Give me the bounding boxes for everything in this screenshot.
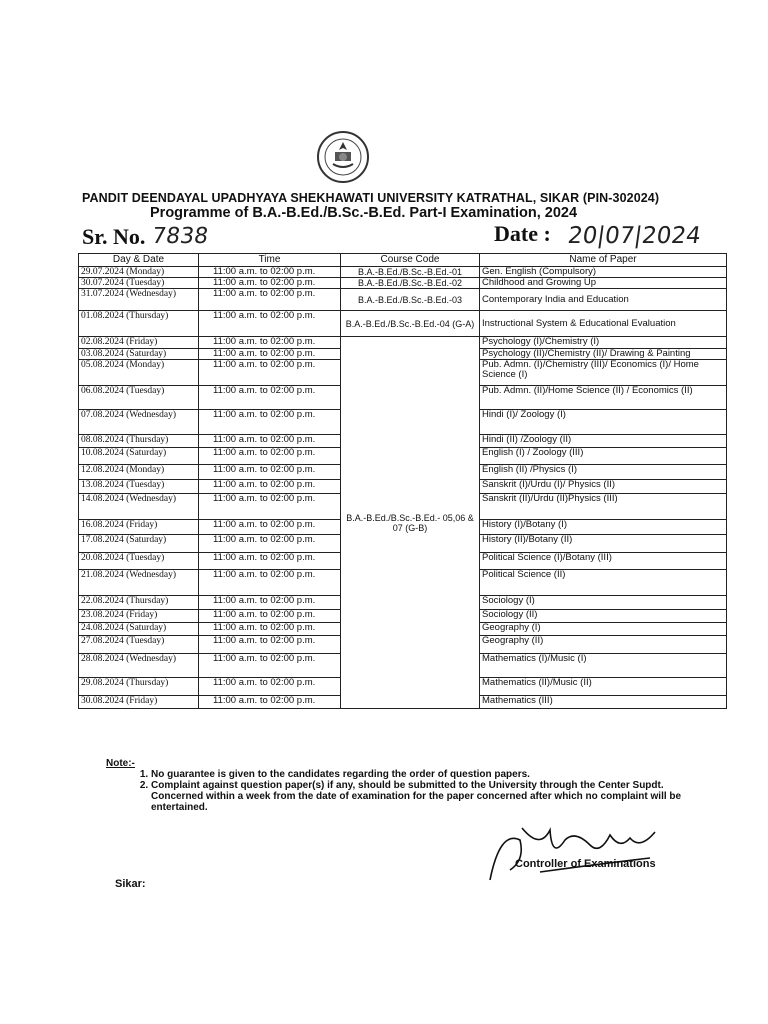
exam-time: 11:00 a.m. to 02:00 p.m.: [199, 610, 341, 623]
paper-name: Hindi (II) /Zoology (II): [480, 435, 727, 448]
table-row: [79, 267, 727, 278]
paper-name: Sociology (II): [480, 610, 727, 623]
paper-name: Mathematics (I)/Music (I): [480, 654, 727, 678]
table-row: [79, 337, 727, 349]
exam-date: 01.08.2024 (Thursday): [79, 311, 199, 337]
paper-name: English (II) /Physics (I): [480, 465, 727, 480]
exam-date: 29.08.2024 (Thursday): [79, 678, 199, 696]
programme-title: Programme of B.A.-B.Ed./B.Sc.-B.Ed. Part-I Examination, 2024: [150, 205, 578, 221]
exam-time: 11:00 a.m. to 02:00 p.m.: [199, 535, 341, 553]
table-row: [79, 311, 727, 337]
exam-date: 16.08.2024 (Friday): [79, 520, 199, 535]
exam-time: 11:00 a.m. to 02:00 p.m.: [199, 494, 341, 520]
course-code: B.A.-B.Ed./B.Sc.-B.Ed.-03: [341, 289, 480, 311]
paper-name: Contemporary India and Education: [480, 289, 727, 311]
table-header-row: [79, 254, 727, 267]
paper-name: Sanskrit (I)/Urdu (I)/ Physics (II): [480, 480, 727, 494]
exam-date: 30.08.2024 (Friday): [79, 696, 199, 709]
exam-time: 11:00 a.m. to 02:00 p.m.: [199, 410, 341, 435]
paper-name: Hindi (I)/ Zoology (I): [480, 410, 727, 435]
paper-name: Sanskrit (II)/Urdu (II)Physics (III): [480, 494, 727, 520]
paper-name: Psychology (II)/Chemistry (II)/ Drawing & Painting: [480, 349, 727, 360]
signature-icon: [480, 810, 680, 890]
exam-time: 11:00 a.m. to 02:00 p.m.: [199, 435, 341, 448]
exam-date: 02.08.2024 (Friday): [79, 337, 199, 349]
exam-time: 11:00 a.m. to 02:00 p.m.: [199, 267, 341, 278]
paper-name: Mathematics (III): [480, 696, 727, 709]
paper-name: Instructional System & Educational Evaluation: [480, 311, 727, 337]
university-seal-icon: [316, 130, 370, 184]
exam-date: 06.08.2024 (Tuesday): [79, 386, 199, 410]
exam-time: 11:00 a.m. to 02:00 p.m.: [199, 337, 341, 349]
exam-time: 11:00 a.m. to 02:00 p.m.: [199, 623, 341, 636]
exam-date: 23.08.2024 (Friday): [79, 610, 199, 623]
paper-name: Sociology (I): [480, 596, 727, 610]
paper-name: History (I)/Botany (I): [480, 520, 727, 535]
paper-name: History (II)/Botany (II): [480, 535, 727, 553]
exam-time: 11:00 a.m. to 02:00 p.m.: [199, 553, 341, 570]
paper-name: Political Science (II): [480, 570, 727, 596]
exam-date: 12.08.2024 (Monday): [79, 465, 199, 480]
exam-date: 28.08.2024 (Wednesday): [79, 654, 199, 678]
paper-name: Mathematics (II)/Music (II): [480, 678, 727, 696]
exam-date: 30.07.2024 (Tuesday): [79, 278, 199, 289]
table-row: [79, 289, 727, 311]
exam-date: 29.07.2024 (Monday): [79, 267, 199, 278]
exam-date: 20.08.2024 (Tuesday): [79, 553, 199, 570]
exam-time: 11:00 a.m. to 02:00 p.m.: [199, 311, 341, 337]
exam-date: 13.08.2024 (Tuesday): [79, 480, 199, 494]
exam-time: 11:00 a.m. to 02:00 p.m.: [199, 360, 341, 386]
paper-name: Pub. Admn. (I)/Chemistry (III)/ Economics (I)/ Home Science (I): [480, 360, 727, 386]
exam-time: 11:00 a.m. to 02:00 p.m.: [199, 278, 341, 289]
header-day-date: Day & Date: [79, 254, 199, 267]
exam-time: 11:00 a.m. to 02:00 p.m.: [199, 520, 341, 535]
paper-name: Gen. English (Compulsory): [480, 267, 727, 278]
exam-time: 11:00 a.m. to 02:00 p.m.: [199, 289, 341, 311]
course-code: B.A.-B.Ed./B.Sc.-B.Ed.-01: [341, 267, 480, 278]
exam-time: 11:00 a.m. to 02:00 p.m.: [199, 596, 341, 610]
exam-schedule-table: [78, 253, 727, 709]
exam-date: 05.08.2024 (Monday): [79, 360, 199, 386]
exam-date: 21.08.2024 (Wednesday): [79, 570, 199, 596]
notes-section: [106, 758, 686, 813]
exam-date: 31.07.2024 (Wednesday): [79, 289, 199, 311]
course-code-merged: B.A.-B.Ed./B.Sc.-B.Ed.- 05,06 & 07 (G-B): [341, 337, 480, 709]
exam-date: 14.08.2024 (Wednesday): [79, 494, 199, 520]
exam-time: 11:00 a.m. to 02:00 p.m.: [199, 480, 341, 494]
date-label: Date :: [494, 221, 551, 246]
notes-heading: Note:-: [106, 758, 135, 769]
university-name: PANDIT DEENDAYAL UPADHYAYA SHEKHAWATI UNIVERSITY KATRATHAL, SIKAR (PIN-302024): [82, 191, 660, 205]
exam-time: 11:00 a.m. to 02:00 p.m.: [199, 678, 341, 696]
exam-time: 11:00 a.m. to 02:00 p.m.: [199, 570, 341, 596]
exam-date: 27.08.2024 (Tuesday): [79, 636, 199, 654]
exam-time: 11:00 a.m. to 02:00 p.m.: [199, 636, 341, 654]
exam-time: 11:00 a.m. to 02:00 p.m.: [199, 448, 341, 465]
exam-date: 03.08.2024 (Saturday): [79, 349, 199, 360]
exam-time: 11:00 a.m. to 02:00 p.m.: [199, 386, 341, 410]
exam-time: 11:00 a.m. to 02:00 p.m.: [199, 465, 341, 480]
header-course-code: Course Code: [341, 254, 480, 267]
exam-time: 11:00 a.m. to 02:00 p.m.: [199, 654, 341, 678]
serial-number-label: Sr. No.: [82, 224, 146, 249]
note-item: 2. Complaint against question paper(s) if any, should be submitted to the University through the Center Supdt. Concerned within a week from the date of examination for the paper concerned after which no complaint will be entertained.: [151, 780, 686, 813]
course-code: B.A.-B.Ed./B.Sc.-B.Ed.-04 (G-A): [341, 311, 480, 337]
paper-name: Geography (I): [480, 623, 727, 636]
course-code: B.A.-B.Ed./B.Sc.-B.Ed.-02: [341, 278, 480, 289]
table-row: [79, 278, 727, 289]
exam-time: 11:00 a.m. to 02:00 p.m.: [199, 696, 341, 709]
exam-date: 07.08.2024 (Wednesday): [79, 410, 199, 435]
paper-name: Childhood and Growing Up: [480, 278, 727, 289]
place-label: Sikar:: [115, 878, 146, 890]
signatory-title: Controller of Examinations: [515, 858, 656, 870]
exam-date: 17.08.2024 (Saturday): [79, 535, 199, 553]
paper-name: Pub. Admn. (II)/Home Science (II) / Economics (II): [480, 386, 727, 410]
exam-date: 22.08.2024 (Thursday): [79, 596, 199, 610]
paper-name: English (I) / Zoology (III): [480, 448, 727, 465]
note-item: 1. No guarantee is given to the candidates regarding the order of question papers.: [151, 769, 686, 780]
serial-number-value: 7838: [150, 224, 210, 249]
header-paper-name: Name of Paper: [480, 254, 727, 267]
paper-name: Geography (II): [480, 636, 727, 654]
exam-date: 08.08.2024 (Thursday): [79, 435, 199, 448]
date-value: 20|07|2024: [566, 223, 703, 249]
exam-time: 11:00 a.m. to 02:00 p.m.: [199, 349, 341, 360]
exam-date: 10.08.2024 (Saturday): [79, 448, 199, 465]
exam-date: 24.08.2024 (Saturday): [79, 623, 199, 636]
header-time: Time: [199, 254, 341, 267]
paper-name: Political Science (I)/Botany (III): [480, 553, 727, 570]
paper-name: Psychology (I)/Chemistry (I): [480, 337, 727, 349]
